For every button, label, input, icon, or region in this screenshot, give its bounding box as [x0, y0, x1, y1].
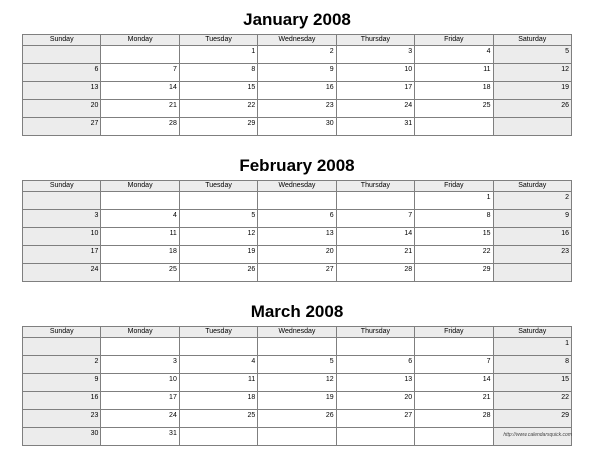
- day-cell: 18: [415, 82, 493, 100]
- day-cell: 24: [336, 100, 414, 118]
- weekday-header: Tuesday: [179, 35, 257, 46]
- day-cell: 8: [179, 64, 257, 82]
- day-cell: [258, 192, 336, 210]
- day-cell: 7: [336, 210, 414, 228]
- day-cell: 27: [258, 264, 336, 282]
- day-cell: 1: [179, 46, 257, 64]
- day-cell: 8: [493, 356, 571, 374]
- week-row: [23, 392, 572, 410]
- day-cell: 3: [23, 210, 101, 228]
- day-cell: [415, 338, 493, 356]
- day-cell: [493, 264, 571, 282]
- weekday-header: Saturday: [493, 35, 571, 46]
- day-cell: 4: [415, 46, 493, 64]
- day-cell: 25: [179, 410, 257, 428]
- day-cell: 28: [336, 264, 414, 282]
- day-cell: 20: [23, 100, 101, 118]
- day-cell: 5: [179, 210, 257, 228]
- day-cell: 27: [336, 410, 414, 428]
- day-cell: 26: [258, 410, 336, 428]
- day-cell: 12: [179, 228, 257, 246]
- day-cell: 21: [415, 392, 493, 410]
- weekday-header: Thursday: [336, 181, 414, 192]
- day-cell: 11: [179, 374, 257, 392]
- day-cell: [258, 338, 336, 356]
- weekday-header: Friday: [415, 35, 493, 46]
- day-cell: [179, 338, 257, 356]
- week-row: [23, 246, 572, 264]
- day-cell: 27: [23, 118, 101, 136]
- day-cell: 30: [258, 118, 336, 136]
- day-cell: [336, 192, 414, 210]
- month-grid: [22, 180, 572, 282]
- weekday-header: Saturday: [493, 327, 571, 338]
- weekday-header: Thursday: [336, 35, 414, 46]
- day-cell: 14: [415, 374, 493, 392]
- day-cell: [179, 192, 257, 210]
- day-cell: 6: [23, 64, 101, 82]
- weekday-header: Sunday: [23, 181, 101, 192]
- footer-url: http://www.calendarsquick.com: [503, 432, 572, 438]
- day-cell: 17: [101, 392, 179, 410]
- day-cell: [258, 428, 336, 446]
- weekday-header: Monday: [101, 327, 179, 338]
- day-cell: 10: [336, 64, 414, 82]
- day-cell: [23, 192, 101, 210]
- day-cell: 14: [101, 82, 179, 100]
- day-cell: 21: [336, 246, 414, 264]
- weekday-header: Friday: [415, 181, 493, 192]
- weekday-header-row: [23, 35, 572, 46]
- day-cell: [336, 338, 414, 356]
- week-row: [23, 64, 572, 82]
- day-cell: [336, 428, 414, 446]
- day-cell: 21: [101, 100, 179, 118]
- day-cell: [415, 118, 493, 136]
- day-cell: [101, 46, 179, 64]
- day-cell: 9: [23, 374, 101, 392]
- week-row: [23, 338, 572, 356]
- day-cell: 2: [258, 46, 336, 64]
- day-cell: 17: [336, 82, 414, 100]
- weekday-header: Saturday: [493, 181, 571, 192]
- weekday-header: Friday: [415, 327, 493, 338]
- day-cell: 15: [179, 82, 257, 100]
- day-cell: 31: [101, 428, 179, 446]
- day-cell: 11: [415, 64, 493, 82]
- week-row: [23, 118, 572, 136]
- day-cell: [415, 428, 493, 446]
- week-row: [23, 228, 572, 246]
- day-cell: 3: [101, 356, 179, 374]
- day-cell: 24: [101, 410, 179, 428]
- weekday-header: Monday: [101, 181, 179, 192]
- weekday-header: Wednesday: [258, 35, 336, 46]
- day-cell: 1: [415, 192, 493, 210]
- day-cell: [493, 118, 571, 136]
- day-cell: 28: [101, 118, 179, 136]
- day-cell: [101, 192, 179, 210]
- day-cell: 13: [258, 228, 336, 246]
- day-cell: 9: [493, 210, 571, 228]
- day-cell: 2: [23, 356, 101, 374]
- day-cell: 20: [336, 392, 414, 410]
- day-cell: 29: [415, 264, 493, 282]
- month-title: March 2008: [250, 302, 344, 321]
- week-row: [23, 356, 572, 374]
- day-cell: 4: [179, 356, 257, 374]
- day-cell: 16: [23, 392, 101, 410]
- day-cell: 7: [415, 356, 493, 374]
- day-cell: 26: [179, 264, 257, 282]
- weekday-header: Monday: [101, 35, 179, 46]
- day-cell: 11: [101, 228, 179, 246]
- day-cell: 28: [415, 410, 493, 428]
- day-cell: 5: [493, 46, 571, 64]
- weekday-header: Sunday: [23, 35, 101, 46]
- day-cell: 6: [258, 210, 336, 228]
- week-row: [23, 82, 572, 100]
- day-cell: 22: [493, 392, 571, 410]
- day-cell: 25: [415, 100, 493, 118]
- week-row: [23, 46, 572, 64]
- day-cell: 4: [101, 210, 179, 228]
- day-cell: 13: [23, 82, 101, 100]
- day-cell: [23, 338, 101, 356]
- month-grid: [22, 326, 572, 446]
- day-cell: 12: [493, 64, 571, 82]
- day-cell: 23: [493, 246, 571, 264]
- weekday-header: Thursday: [336, 327, 414, 338]
- day-cell: 31: [336, 118, 414, 136]
- month-title: February 2008: [239, 156, 355, 175]
- day-cell: [101, 338, 179, 356]
- day-cell: 6: [336, 356, 414, 374]
- day-cell: 12: [258, 374, 336, 392]
- day-cell: 26: [493, 100, 571, 118]
- day-cell: 18: [101, 246, 179, 264]
- day-cell: 10: [101, 374, 179, 392]
- day-cell: 29: [493, 410, 571, 428]
- day-cell: 24: [23, 264, 101, 282]
- weekday-header: Wednesday: [258, 181, 336, 192]
- day-cell: 23: [23, 410, 101, 428]
- day-cell: 23: [258, 100, 336, 118]
- day-cell: 3: [336, 46, 414, 64]
- week-row: [23, 192, 572, 210]
- weekday-header: Wednesday: [258, 327, 336, 338]
- day-cell: 15: [415, 228, 493, 246]
- weekday-header: Sunday: [23, 327, 101, 338]
- day-cell: 13: [336, 374, 414, 392]
- day-cell: 16: [258, 82, 336, 100]
- weekday-header-row: [23, 181, 572, 192]
- day-cell: 19: [493, 82, 571, 100]
- day-cell: [23, 46, 101, 64]
- week-row: [23, 100, 572, 118]
- day-cell: 19: [179, 246, 257, 264]
- week-row: [23, 210, 572, 228]
- day-cell: 1: [493, 338, 571, 356]
- week-row: [23, 428, 572, 446]
- day-cell: 14: [336, 228, 414, 246]
- day-cell: 15: [493, 374, 571, 392]
- month-title: January 2008: [243, 10, 351, 29]
- week-row: [23, 410, 572, 428]
- day-cell: 29: [179, 118, 257, 136]
- day-cell: 25: [101, 264, 179, 282]
- day-cell: 17: [23, 246, 101, 264]
- day-cell: 18: [179, 392, 257, 410]
- day-cell: 16: [493, 228, 571, 246]
- week-row: [23, 264, 572, 282]
- day-cell: [179, 428, 257, 446]
- month-grid: [22, 34, 572, 136]
- day-cell: 7: [101, 64, 179, 82]
- weekday-header-row: [23, 327, 572, 338]
- day-cell: 30: [23, 428, 101, 446]
- day-cell: 8: [415, 210, 493, 228]
- day-cell: 10: [23, 228, 101, 246]
- day-cell: 20: [258, 246, 336, 264]
- weekday-header: Tuesday: [179, 327, 257, 338]
- day-cell: 2: [493, 192, 571, 210]
- weekday-header: Tuesday: [179, 181, 257, 192]
- week-row: [23, 374, 572, 392]
- day-cell: 22: [415, 246, 493, 264]
- day-cell: 5: [258, 356, 336, 374]
- day-cell: 19: [258, 392, 336, 410]
- day-cell: 9: [258, 64, 336, 82]
- day-cell: 22: [179, 100, 257, 118]
